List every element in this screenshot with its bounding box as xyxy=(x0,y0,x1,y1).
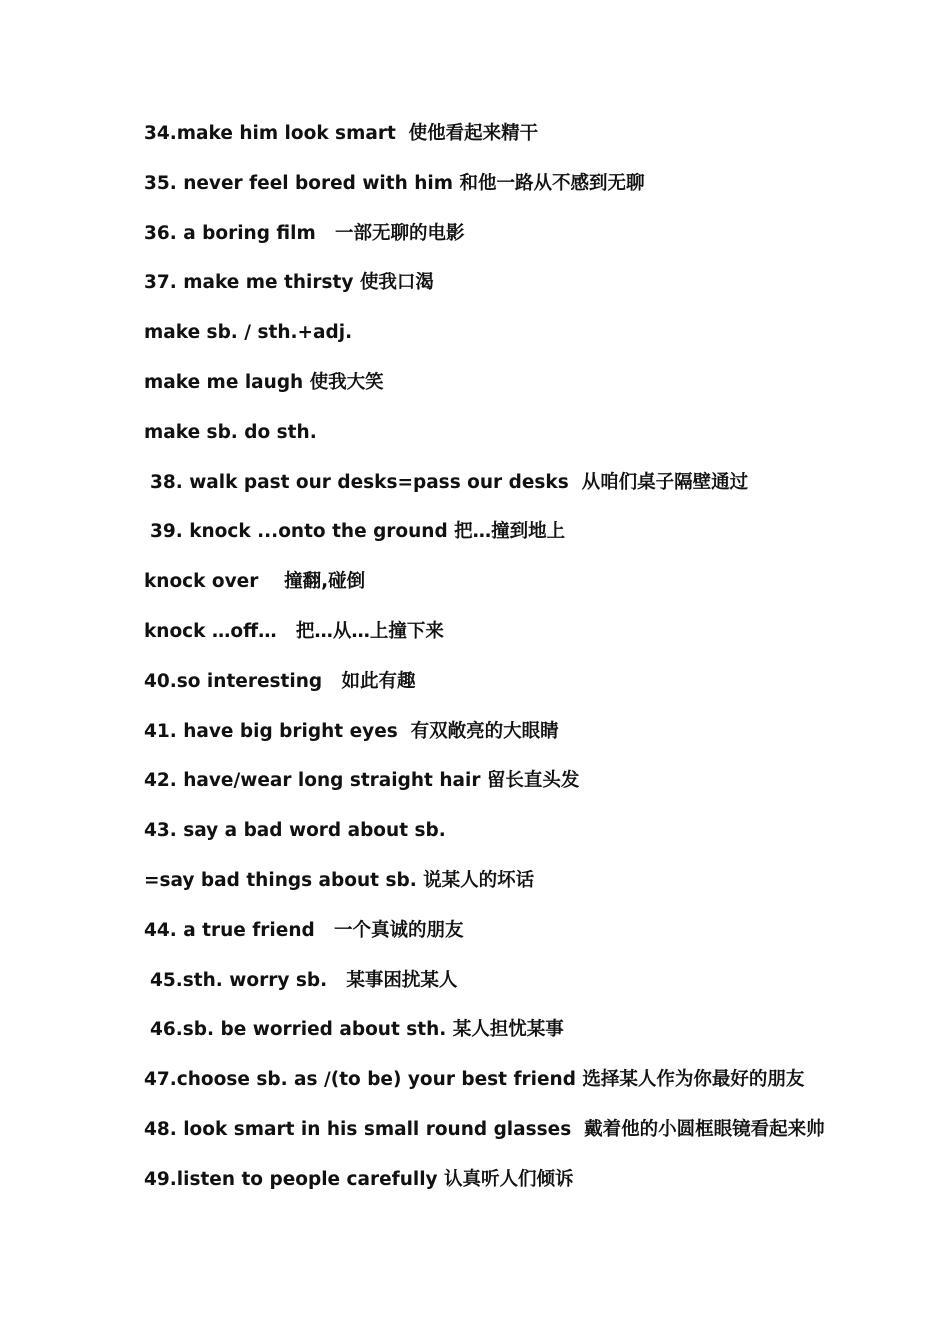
phrase-list xyxy=(144,118,924,1214)
phrase-line-48: 48. look smart in his small round glasses 戴着他的小圆框眼镜看起来帅 xyxy=(144,1118,825,1140)
phrase-line-38: 38. walk past our desks=pass our desks 从咱们桌子隔壁通过 xyxy=(150,471,749,493)
phrase-line-34: 34.make him look smart 使他看起来精干 xyxy=(144,123,539,144)
phrase-line-46: 46.sb. be worried about sth. 某人担忧某事 xyxy=(150,1019,564,1041)
phrase-line-35: 35. never feel bored with him 和他一路从不感到无聊 xyxy=(144,172,645,194)
phrase-line-make-adj: make sb. / sth.+adj. xyxy=(144,322,353,344)
phrase-line-47: 47.choose sb. as /(to be) your best friend 选择某人作为你最好的朋友 xyxy=(144,1069,805,1091)
phrase-line-41: 41. have big bright eyes 有双敞亮的大眼睛 xyxy=(144,720,559,742)
phrase-line-43: 43. say a bad word about sb. xyxy=(144,820,446,842)
phrase-line-knock-off: knock …off… 把…从…上撞下来 xyxy=(144,620,444,642)
phrase-line-make-laugh: make me laugh 使我大笑 xyxy=(144,371,384,393)
phrase-line-39: 39. knock ...onto the ground 把…撞到地上 xyxy=(150,521,566,543)
phrase-line-43-alt: =say bad things about sb. 说某人的坏话 xyxy=(144,869,535,891)
phrase-line-37: 37. make me thirsty 使我口渴 xyxy=(144,272,434,294)
phrase-line-44: 44. a true friend 一个真诚的朋友 xyxy=(144,919,464,941)
phrase-line-49: 49.listen to people carefully 认真听人们倾诉 xyxy=(144,1168,574,1190)
phrase-line-make-do: make sb. do sth. xyxy=(144,421,317,443)
phrase-line-42: 42. have/wear long straight hair 留长直头发 xyxy=(144,770,580,792)
phrase-line-40: 40.so interesting 如此有趣 xyxy=(144,670,416,692)
phrase-line-knock-over: knock over 撞翻,碰倒 xyxy=(144,571,366,593)
phrase-line-36: 36. a boring film 一部无聊的电影 xyxy=(144,222,465,244)
phrase-line-45: 45.sth. worry sb. 某事困扰某人 xyxy=(150,969,458,991)
